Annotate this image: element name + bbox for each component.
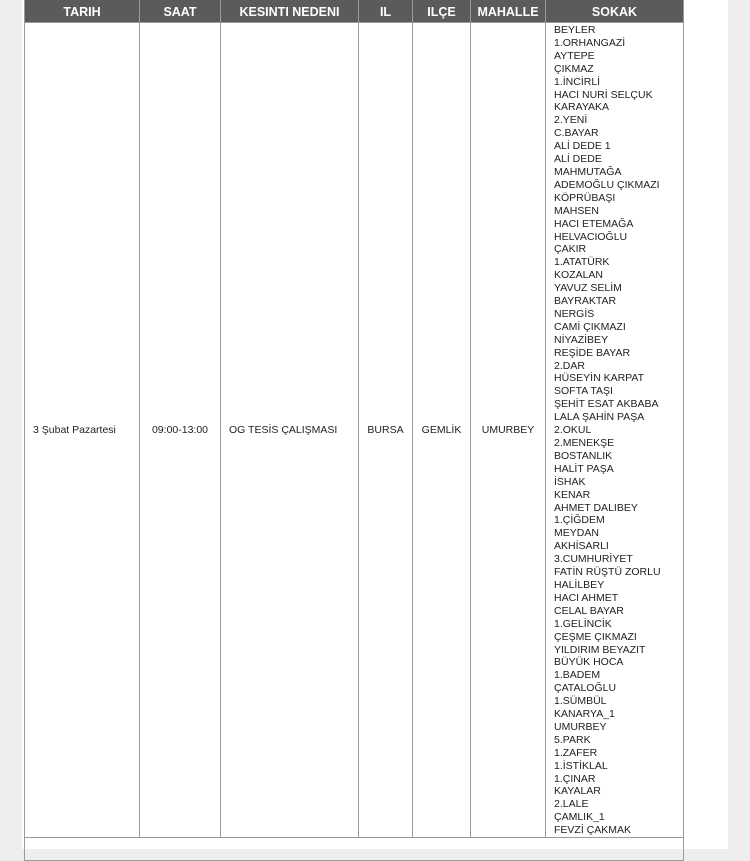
street-item: ALİ DEDE — [554, 153, 602, 166]
street-item: SOFTA TAŞI — [554, 385, 613, 398]
street-item: BÜYÜK HOCA — [554, 656, 624, 669]
street-item: AKHİSARLI — [554, 540, 609, 553]
empty-table-row — [25, 838, 684, 861]
header-district: ILÇE — [413, 0, 471, 23]
street-item: 1.İSTİKLAL — [554, 759, 608, 772]
street-item: MAHMUTAĞA — [554, 165, 622, 178]
street-item: 1.ZAFER — [554, 746, 598, 759]
street-item: FATİN RÜŞTÜ ZORLU — [554, 566, 661, 579]
cell-date: 3 Şubat Pazartesi — [25, 23, 140, 838]
street-item: ÇAMLIK_1 — [554, 811, 605, 824]
street-item: 1.BADEM — [554, 669, 601, 682]
street-item: KANARYA_1 — [554, 708, 615, 721]
street-item: AYTEPE — [554, 49, 595, 62]
street-item: ÇATALOĞLU — [554, 682, 617, 695]
street-item: HACI AHMET — [554, 591, 619, 604]
cell-district: GEMLİK — [413, 23, 471, 838]
cell-province: BURSA — [359, 23, 413, 838]
street-item: KAYALAR — [554, 785, 601, 798]
street-item: 2.YENİ — [554, 114, 588, 127]
street-item: BOSTANLIK — [554, 449, 613, 462]
street-item: ÇEŞME ÇIKMAZI — [554, 630, 637, 643]
street-item: KÖPRÜBAŞI — [554, 191, 616, 204]
street-item: ŞEHİT ESAT AKBABA — [554, 398, 659, 411]
street-item: NERGİS — [554, 307, 595, 320]
street-item: AHMET DALIBEY — [554, 501, 638, 514]
street-item: NİYAZİBEY — [554, 333, 609, 346]
street-item: 5.PARK — [554, 733, 591, 746]
street-item: HALİLBEY — [554, 578, 605, 591]
cell-streets — [546, 23, 684, 838]
header-time: SAAT — [140, 0, 221, 23]
street-item: 1.SÜMBÜL — [554, 695, 607, 708]
street-item: FEVZİ ÇAKMAK — [554, 824, 632, 837]
street-item: KOZALAN — [554, 269, 604, 282]
table-row — [25, 23, 684, 838]
street-item: MEYDAN — [554, 527, 599, 540]
header-row — [25, 0, 684, 23]
street-item: 3.CUMHURİYET — [554, 553, 633, 566]
header-neighborhood: MAHALLE — [471, 0, 546, 23]
street-item: 1.ORHANGAZİ — [554, 36, 626, 49]
street-item: HACI NURİ SELÇUK — [554, 88, 653, 101]
street-item: REŞİDE BAYAR — [554, 346, 631, 359]
street-item: BAYRAKTAR — [554, 295, 617, 308]
street-item: 1.ÇİĞDEM — [554, 514, 605, 527]
street-item: CELAL BAYAR — [554, 604, 624, 617]
street-item: BEYLER — [554, 24, 596, 36]
header-reason: KESINTI NEDENI — [221, 0, 359, 23]
street-item: YILDIRIM BEYAZIT — [554, 643, 646, 656]
cell-neighborhood: UMURBEY — [471, 23, 546, 838]
street-item: 1.İNCİRLİ — [554, 75, 601, 88]
street-item: İSHAK — [554, 475, 586, 488]
street-item: ÇAKIR — [554, 243, 587, 256]
street-item: C.BAYAR — [554, 127, 599, 140]
cell-reason: OG TESİS ÇALIŞMASI — [221, 23, 359, 838]
street-item: 2.OKUL — [554, 424, 592, 437]
cell-time: 09:00-13:00 — [140, 23, 221, 838]
street-item: LALA ŞAHİN PAŞA — [554, 411, 645, 424]
street-item: CAMİ ÇIKMAZI — [554, 320, 626, 333]
street-item: KENAR — [554, 488, 591, 501]
header-streets: SOKAK — [546, 0, 684, 23]
street-item: MAHSEN — [554, 204, 599, 217]
street-item: HALİT PAŞA — [554, 462, 614, 475]
street-item: 2.DAR — [554, 359, 585, 372]
header-province: IL — [359, 0, 413, 23]
empty-cell — [25, 838, 684, 861]
street-item: ÇIKMAZ — [554, 62, 594, 75]
street-item: 2.MENEKŞE — [554, 437, 615, 449]
outage-table — [24, 0, 684, 861]
street-item: 1.ATATÜRK — [554, 256, 610, 269]
street-item: HÜSEYİN KARPAT — [554, 372, 645, 385]
street-item: KARAYAKA — [554, 101, 610, 114]
street-item: ADEMOĞLU ÇIKMAZI — [554, 178, 660, 191]
street-item: YAVUZ SELİM — [554, 282, 622, 295]
street-item: ALİ DEDE 1 — [554, 140, 611, 153]
street-item: 1.ÇINAR — [554, 772, 596, 785]
street-item: HACI ETEMAĞA — [554, 217, 634, 230]
street-item: 2.LALE — [554, 798, 589, 811]
street-item: 1.GELİNCİK — [554, 617, 612, 630]
street-item: UMURBEY — [554, 720, 607, 733]
header-date: TARIH — [25, 0, 140, 23]
street-item: HELVACIOĞLU — [554, 230, 628, 243]
